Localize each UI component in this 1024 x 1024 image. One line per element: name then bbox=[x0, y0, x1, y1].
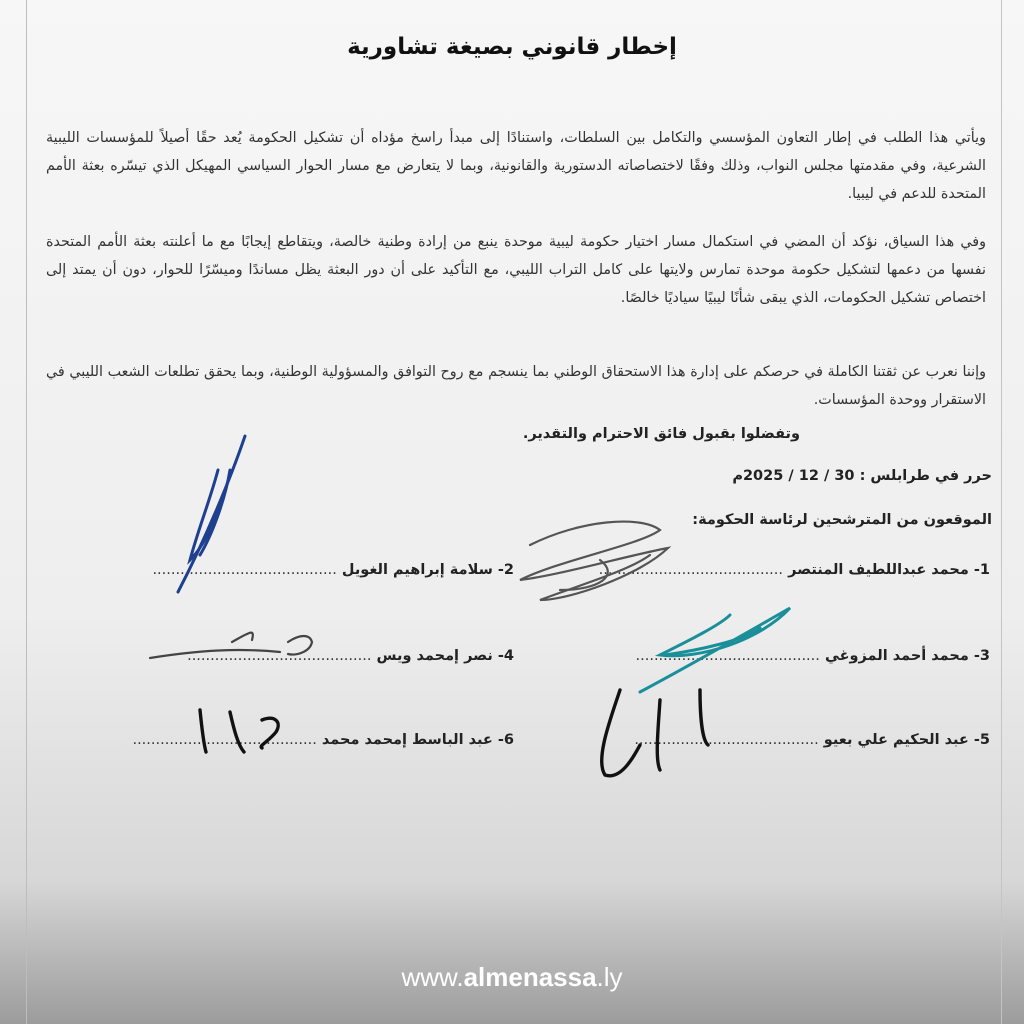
signatory-row-2 bbox=[152, 562, 514, 578]
signature-line-3: ........................................ bbox=[635, 648, 820, 664]
watermark-suffix: .ly bbox=[596, 962, 623, 992]
signatory-name-5: 5- عبد الحكيم علي بعيو bbox=[823, 732, 990, 748]
signatory-row-3 bbox=[636, 648, 990, 664]
paragraph-2: وفي هذا السياق، نؤكد أن المضي في استكمال مسار اختيار حكومة ليبية موحدة ينبع من إرادة وطنية خالصة، ويتقاطع إيجابًا مع ما أعلنته بعثة الأمم المتحدة نفسها من دعمها لتشكيل حكومة موحدة تمارس ولايتها على كامل التراب الليبي، مع التأكيد على أن دور البعثة يظل مساندًا وميسّرًا للحوار، دون أن يمتد إلى اختصاص تشكيل الحكومات، الذي يبقى شأنًا ليبيًا سياديًا خالصًا. bbox=[46, 234, 986, 306]
signatory-name-3: 3- محمد أحمد المزوغي bbox=[824, 648, 990, 664]
closing-line: وتفضلوا بقبول فائق الاحترام والتقدير. bbox=[522, 426, 800, 442]
paragraph-1: ويأتي هذا الطلب في إطار التعاون المؤسسي والتكامل بين السلطات، واستنادًا إلى مبدأ راسخ مؤداه أن تشكيل الحكومة يُعد حقًا أصيلاً للمؤسسات الليبية الشرعية، وفي مقدمتها مجلس النواب، وذلك وفقًا لاختصاصاته الدستورية والقانونية، وبما لا يتعارض مع مسار الحوار السياسي المهيكل الذي تيسّره بعثة الأمم المتحدة للدعم في ليبيا. bbox=[46, 130, 986, 202]
signatory-row-1 bbox=[599, 562, 990, 578]
website-watermark bbox=[0, 962, 1024, 993]
paragraph-3: وإننا نعرب عن ثقتنا الكاملة في حرصكم على إدارة هذا الاستحقاق الوطني بما ينسجم مع روح التوافق والمسؤولية الوطنية، وبما يحقق تطلعات الشعب الليبي في الاستقرار ووحدة المؤسسات. bbox=[46, 364, 986, 408]
signatories-heading: الموقعون من المترشحين لرئاسة الحكومة: bbox=[692, 512, 992, 528]
signatory-name-6: 6- عبد الباسط إمحمد محمد bbox=[321, 732, 514, 748]
signatory-row-4 bbox=[187, 648, 514, 664]
signature-line-5: ........................................ bbox=[634, 732, 819, 748]
signature-line-2: ........................................ bbox=[152, 562, 337, 578]
written-at-line: حرر في طرابلس : 30 / 12 / 2025م bbox=[732, 468, 992, 484]
document-title: إخطار قانوني بصيغة تشاورية bbox=[347, 34, 677, 60]
signatory-name-1: 1- محمد عبداللطيف المنتصر bbox=[788, 562, 990, 578]
signature-line-1: ........................................ bbox=[598, 562, 784, 578]
signatory-name-2: 2- سلامة إبراهيم الغويل bbox=[341, 562, 514, 578]
signatory-name-4: 4- نصر إمحمد ويس bbox=[376, 648, 514, 664]
signatory-row-5 bbox=[634, 732, 990, 748]
watermark-brand: almenassa bbox=[463, 962, 597, 992]
watermark-prefix: www. bbox=[401, 962, 464, 992]
signature-line-4: ........................................ bbox=[187, 648, 372, 664]
signatory-row-6 bbox=[132, 732, 514, 748]
signature-line-6: ........................................ bbox=[132, 732, 317, 748]
